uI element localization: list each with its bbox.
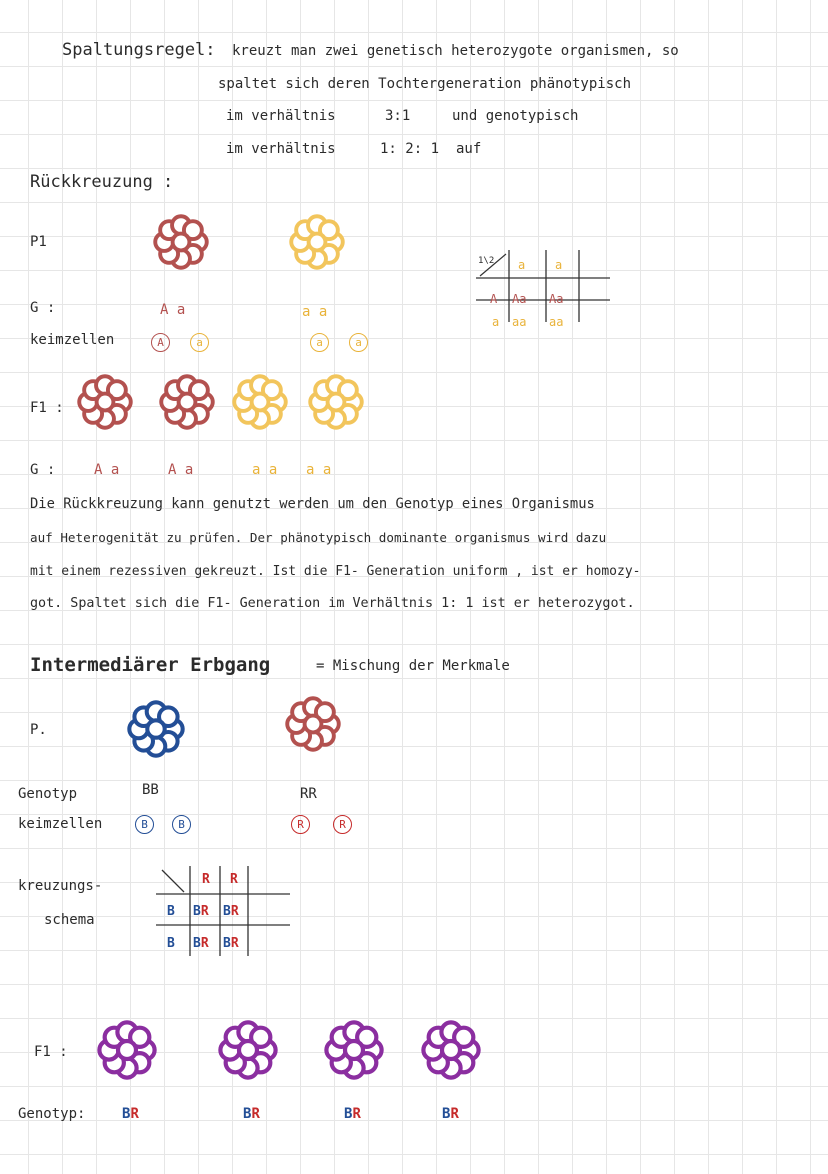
p1-label: P1: [30, 234, 47, 250]
cross-label: schema: [44, 912, 95, 928]
punnett-col-head: a: [555, 258, 563, 272]
genotype-label: Genotyp: [18, 786, 78, 802]
punnett-cell: Aa: [549, 292, 564, 306]
p-label: P.: [30, 722, 47, 738]
g-label: G :: [30, 300, 56, 316]
f1-label: F1 :: [34, 1044, 68, 1060]
flower-icon-yellow: [232, 374, 288, 430]
gametes-label: keimzellen: [18, 816, 103, 832]
gamete-a: a: [310, 333, 329, 352]
genotype-RR: RR: [300, 786, 317, 802]
f1-genotype: BR: [122, 1106, 139, 1122]
punnett-cell: BR: [193, 904, 209, 919]
gamete-A: A: [151, 333, 170, 352]
gamete-B: B: [172, 815, 191, 834]
genotype-Aa: A a: [160, 302, 186, 318]
flower-icon-blue: [127, 700, 185, 758]
flower-icon-purple: [218, 1020, 278, 1080]
gametes-label: keimzellen: [30, 332, 115, 348]
punnett-cell: BR: [193, 936, 209, 951]
gamete-a: a: [349, 333, 368, 352]
punnett-corner: 1\2: [478, 256, 495, 266]
punnett-row-head: a: [492, 315, 500, 329]
punnett-col-head: a: [518, 258, 526, 272]
f1-genotype: A a: [94, 462, 120, 478]
punnett-row-head: A: [490, 292, 498, 306]
flower-icon-purple: [97, 1020, 157, 1080]
rule-ratio-pheno: 3:1: [385, 108, 411, 124]
backcross-heading: Rückkreuzung :: [30, 172, 174, 192]
punnett-cell: aa: [512, 315, 527, 329]
gamete-R: R: [333, 815, 352, 834]
punnett-cell: BR: [223, 936, 239, 951]
f1-genotype: BR: [344, 1106, 361, 1122]
f1-genotype: a a: [306, 462, 332, 478]
punnett-grid-lines: [476, 250, 610, 322]
backcross-text-line: auf Heterogenität zu prüfen. Der phänotypisch dominante organismus wird dazu: [30, 530, 607, 545]
punnett-col-head: R: [230, 872, 238, 887]
flower-icon-yellow: [308, 374, 364, 430]
punnett-row-head: B: [167, 936, 175, 951]
backcross-text-line: got. Spaltet sich die F1- Generation im Verhältnis 1: 1 ist er heterozygot.: [30, 596, 635, 611]
flower-icon-purple: [324, 1020, 384, 1080]
rule-line-3c: und genotypisch: [452, 108, 579, 124]
punnett-cell: BR: [223, 904, 239, 919]
p-genotype-recessive: a a: [302, 304, 328, 320]
rule-line-4c: auf: [456, 141, 482, 157]
flower-icon-red: [285, 696, 341, 752]
p-genotype-dominant: [160, 302, 185, 318]
f1-genotype: BR: [442, 1106, 459, 1122]
backcross-text-line: Die Rückkreuzung kann genutzt werden um den Genotyp eines Organismus: [30, 496, 595, 512]
rule-title: Spaltungsregel:: [62, 40, 216, 60]
flower-icon-red: [77, 374, 133, 430]
punnett-cell: aa: [549, 315, 564, 329]
intermediate-heading: Intermediärer Erbgang: [30, 654, 271, 676]
flower-icon-purple: [421, 1020, 481, 1080]
flower-icon-yellow: [289, 214, 345, 270]
gamete-a: a: [190, 333, 209, 352]
f1-label: F1 :: [30, 400, 64, 416]
flower-icon-red: [153, 214, 209, 270]
rule-line-3a: im verhältnis: [226, 108, 336, 124]
cross-label: kreuzungs-: [18, 878, 103, 894]
genotype-row-label: Genotyp:: [18, 1106, 86, 1122]
f1-genotype: a a: [252, 462, 278, 478]
rule-ratio-geno: 1: 2: 1: [380, 141, 440, 157]
punnett-row-head: B: [167, 904, 175, 919]
rule-line-2: spaltet sich deren Tochtergeneration phänotypisch: [218, 76, 632, 92]
gamete-B: B: [135, 815, 154, 834]
g2-label: G :: [30, 462, 56, 478]
genotype-BB: BB: [142, 782, 159, 798]
backcross-text-line: mit einem rezessiven gekreuzt. Ist die F1- Generation uniform , ist er homozy-: [30, 564, 641, 579]
gamete-R: R: [291, 815, 310, 834]
f1-genotype: BR: [243, 1106, 260, 1122]
punnett-cell: Aa: [512, 292, 527, 306]
flower-icon-red: [159, 374, 215, 430]
intermediate-subheading: = Mischung der Merkmale: [316, 658, 510, 674]
punnett-col-head: R: [202, 872, 210, 887]
f1-genotype: A a: [168, 462, 194, 478]
rule-line-4a: im verhältnis: [226, 141, 336, 157]
rule-line-1: kreuzt man zwei genetisch heterozygote organismen, so: [232, 43, 679, 59]
